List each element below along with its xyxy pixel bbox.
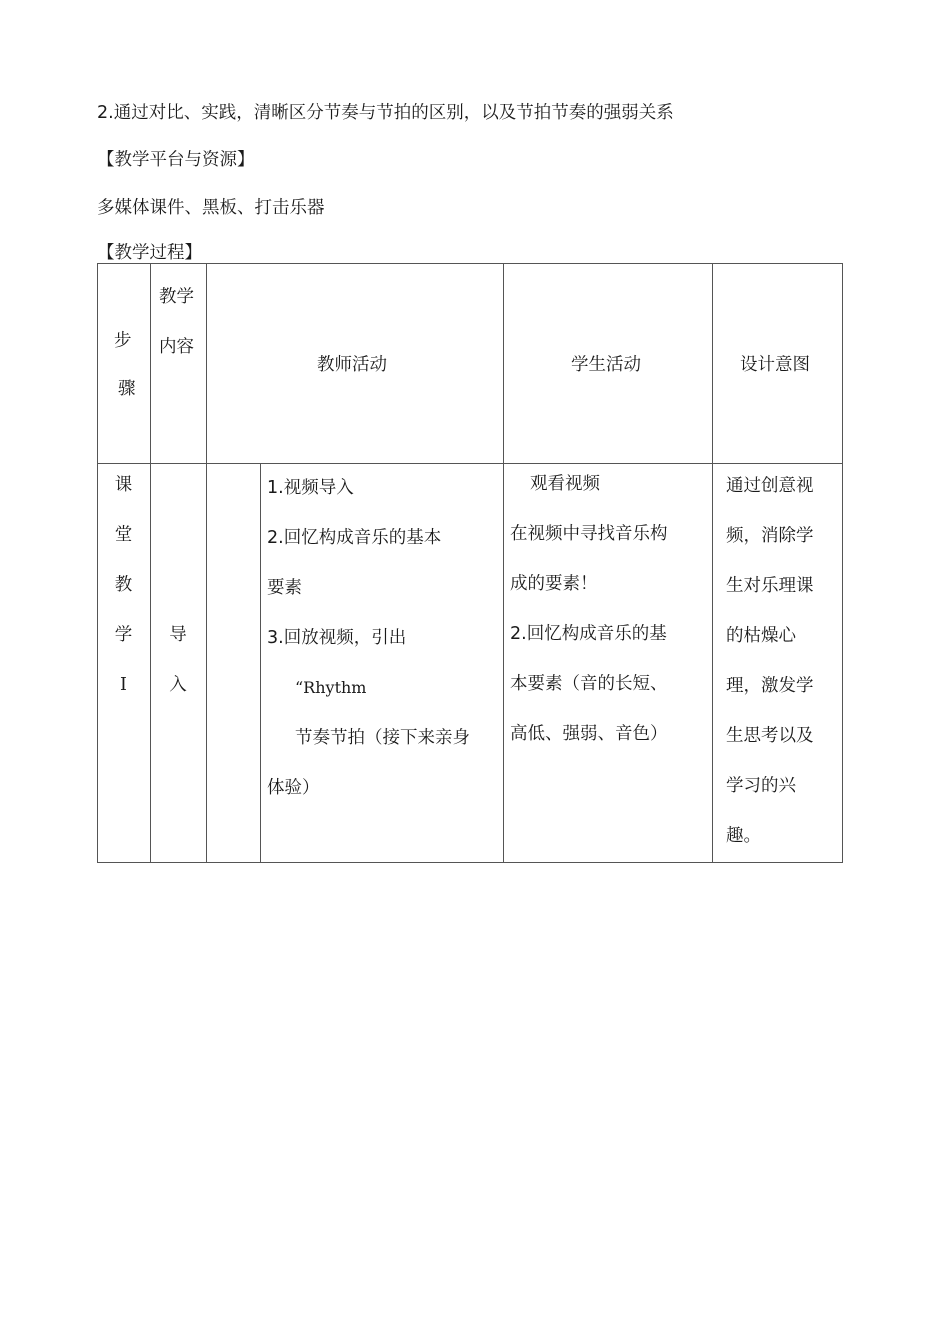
content-char: 入: [169, 675, 187, 695]
platform-text: 多媒体课件、黑板、打击乐器: [97, 198, 325, 218]
design-line: 通过创意视: [726, 476, 814, 496]
design-line: 学习的兴: [726, 776, 796, 796]
col-divider-teacher: [503, 263, 504, 863]
student-activity-list: [510, 459, 668, 759]
content-column: [150, 610, 206, 710]
header-content-1: 教学: [159, 287, 194, 307]
design-line: 理，激发学: [726, 676, 814, 696]
step-char: 学: [114, 625, 133, 645]
design-line: 生思考以及: [726, 726, 814, 746]
col-divider-step: [150, 263, 151, 863]
teaching-process-table: [97, 263, 843, 863]
step-column: [97, 460, 150, 710]
header-teacher: 教师活动: [317, 355, 387, 375]
teacher-line: 节奏节拍（接下来亲身: [295, 728, 470, 748]
teacher-line: 2.回忆构成音乐的基本: [267, 528, 442, 548]
design-line: 生对乐理课: [726, 576, 814, 596]
design-line: 趣。: [726, 826, 761, 846]
student-line: 成的要素！: [510, 574, 598, 594]
header-step-2: 骤: [118, 379, 136, 399]
content-char: 导: [169, 625, 187, 645]
step-char: 课: [114, 475, 133, 495]
col-divider-content: [206, 263, 207, 863]
step-char: I: [120, 675, 127, 695]
student-line: 观看视频: [530, 474, 600, 494]
col-divider-student: [712, 263, 713, 863]
teacher-line: 体验）: [267, 778, 320, 798]
teacher-line: 1.视频导入: [267, 478, 354, 498]
col-divider-teacher-inner: [260, 463, 261, 863]
header-student: 学生活动: [571, 355, 641, 375]
step-char: 教: [114, 575, 133, 595]
design-line: 的枯燥心: [726, 626, 796, 646]
teacher-line: 3.回放视频，引出: [267, 628, 407, 648]
student-line: 在视频中寻找音乐构: [510, 524, 668, 544]
header-content-2: 内容: [159, 337, 194, 357]
design-line: 频，消除学: [726, 526, 814, 546]
step-char: 堂: [114, 525, 133, 545]
teacher-line: 要素: [267, 578, 302, 598]
table-border-bottom: [97, 862, 843, 863]
student-line: 本要素（音的长短、: [510, 674, 668, 694]
student-line: 高低、强弱、音色）: [510, 724, 668, 744]
teacher-line: “Rhythm: [295, 678, 367, 697]
design-intent-list: [726, 461, 814, 861]
table-border-right: [842, 263, 843, 863]
process-heading: 【教学过程】: [97, 243, 202, 263]
platform-heading: 【教学平台与资源】: [97, 150, 255, 170]
teacher-activity-list: [267, 463, 470, 813]
header-step-1: 步: [114, 331, 132, 351]
student-line: 2.回忆构成音乐的基: [510, 624, 667, 644]
header-design: 设计意图: [740, 355, 810, 375]
objective-line: 2.通过对比、实践，清晰区分节奏与节拍的区别，以及节拍节奏的强弱关系: [97, 103, 674, 123]
table-border-top: [97, 263, 843, 264]
